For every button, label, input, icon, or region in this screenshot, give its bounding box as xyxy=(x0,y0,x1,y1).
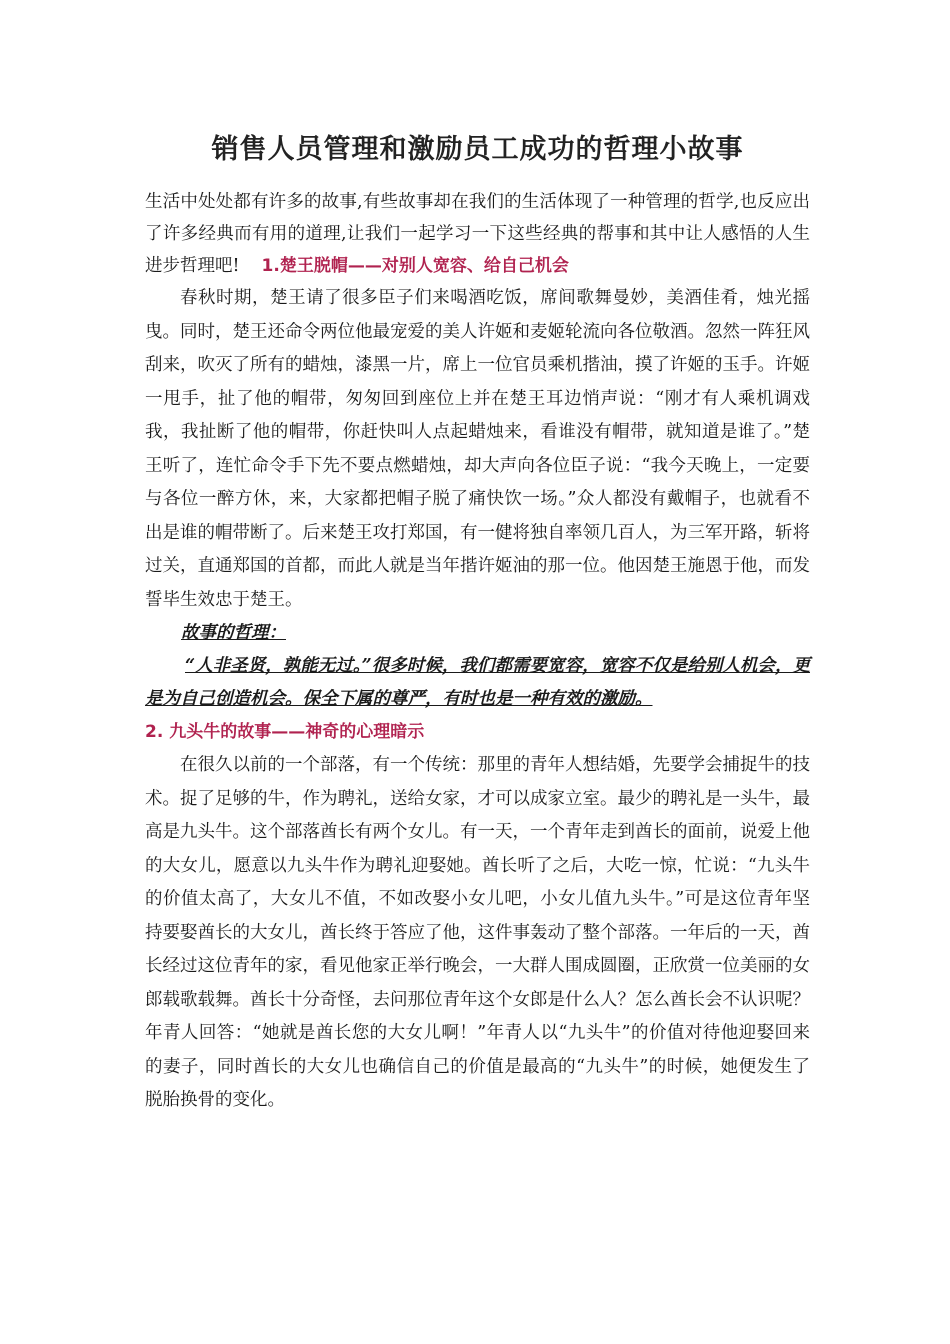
story1-heading: 1.楚王脱帽——对别人宽容、给自己机会 xyxy=(261,256,569,276)
story2-heading: 2. 九头牛的故事——神奇的心理暗示 xyxy=(145,722,425,742)
intro-text: 生活中处处都有许多的故事,有些故事却在我们的生活体现了一种管理的哲学,也反应出了许多经典而有用的道理,让我们一起学习一下这些经典的帮事和其中让人感悟的人生进步哲理吧! xyxy=(145,192,810,276)
story2-body: 在很久以前的一个部落，有一个传统：那里的青年人想结婚，先要学会捕捉牛的技术。捉了足够的牛，作为聘礼，送给女家，才可以成家立室。最少的聘礼是一头牛，最高是九头牛。这个部落酋长有两个女儿。有一天，一个青年走到酋长的面前，说爱上他的大女儿，愿意以九头牛作为聘礼迎娶她。酋长听了之后，大吃一惊，忙说：“九头牛的价值太高了，大女儿不值，不如改娶小女儿吧，小女儿值九头牛。”可是这位青年坚持要娶酋长的大女儿，酋长终于答应了他，这件事轰动了整个部落。一年后的一天，酋长经过这位青年的家，看见他家正举行晚会，一大群人围成圆圈，正欣赏一位美丽的女郎载歌载舞。酋长十分奇怪，去问那位青年这个女郎是什么人？怎么酋长会不认识呢？年青人回答：“她就是酋长您的大女儿啊！”年青人以“九头牛”的价值对待他迎娶回来的妻子，同时酋长的大女儿也确信自己的价值是最高的“九头牛”的时候，她便发生了脱胎换骨的变化。 xyxy=(145,755,810,1110)
document-page xyxy=(145,128,810,1118)
story1-moral-text: “人非圣贤，孰能无过。”很多时候，我们都需要宽容，宽容不仅是给别人机会，更是为自己创造机会。保全下属的尊严，有时也是一种有效的激励。 xyxy=(145,656,810,709)
intro-paragraph xyxy=(145,186,810,282)
story1-moral-label: 故事的哲理： xyxy=(181,623,286,643)
document-title: 销售人员管理和激励员工成功的哲理小故事 xyxy=(211,134,744,165)
story1-body: 春秋时期，楚王请了很多臣子们来喝酒吃饭，席间歌舞曼妙，美酒佳肴，烛光摇曳。同时，楚王还命令两位他最宠爱的美人许姬和麦姬轮流向各位敬酒。忽然一阵狂风刮来，吹灭了所有的蜡烛，漆黑一片，席上一位官员乘机揩油，摸了许姬的玉手。许姬一甩手，扯了他的帽带，匆匆回到座位上并在楚王耳边悄声说：“刚才有人乘机调戏我，我扯断了他的帽带，你赶快叫人点起蜡烛来，看谁没有帽带，就知道是谁了。”楚王听了，连忙命令手下先不要点燃蜡烛，却大声向各位臣子说：“我今天晚上，一定要与各位一醉方休，来，大家都把帽子脱了痛快饮一场。”众人都没有戴帽子，也就看不出是谁的帽带断了。后来楚王攻打郑国，有一健将独自率领几百人，为三军开路，斩将过关，直通郑国的首都，而此人就是当年揩许姬油的那一位。他因楚王施恩于他，而发誓毕生效忠于楚王。 xyxy=(145,288,810,610)
